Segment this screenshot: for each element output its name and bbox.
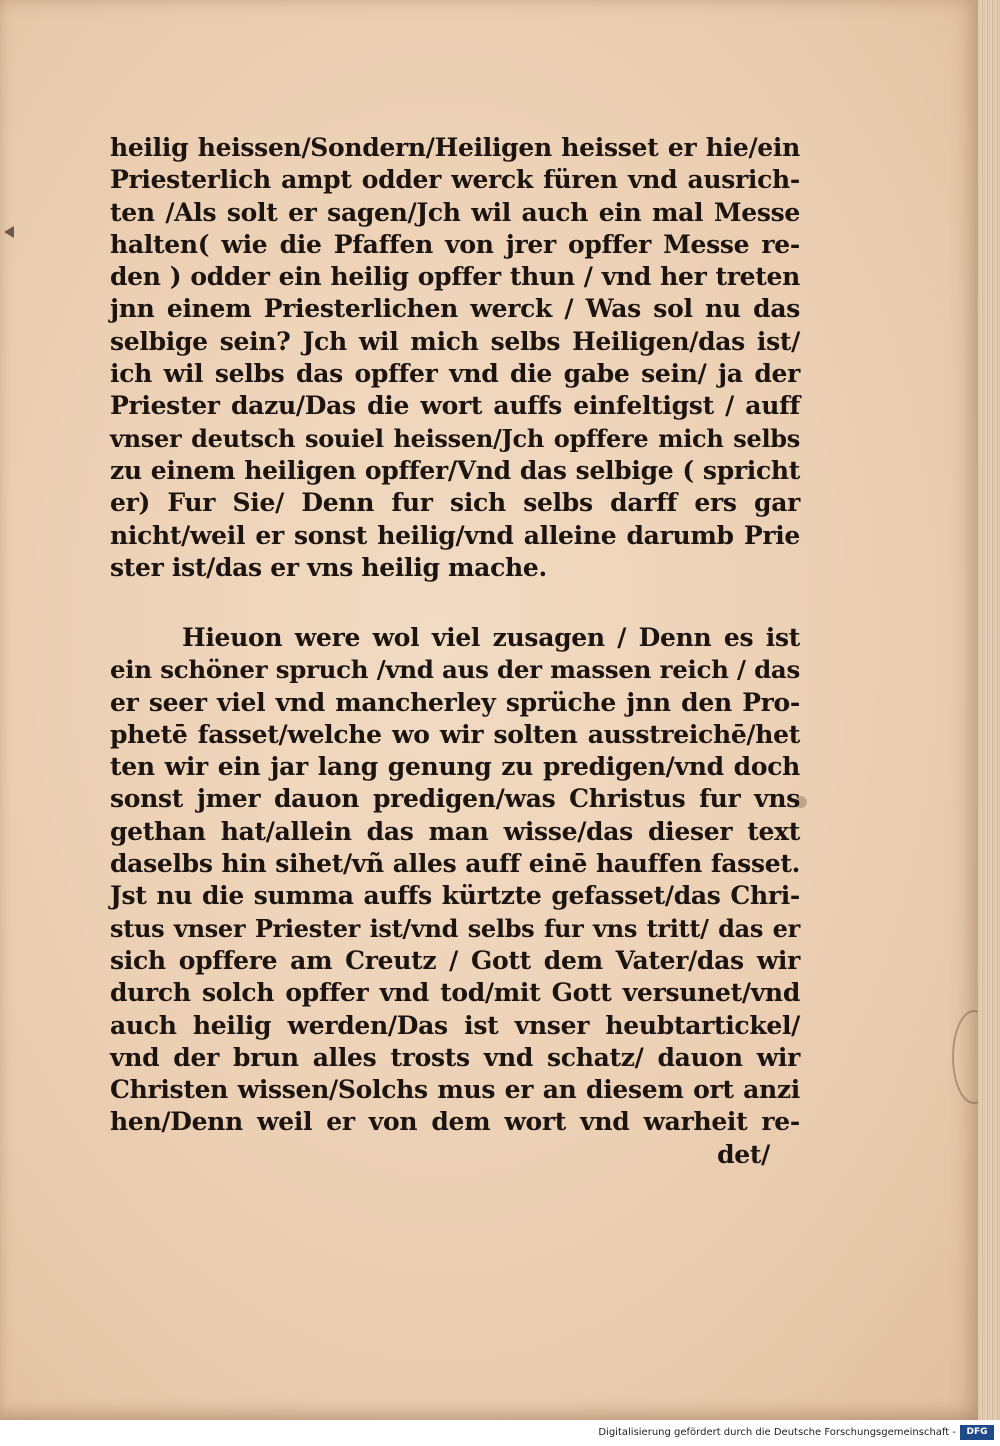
text-line: Priester dazu/Das die wort auffs einfeltigst / auff: [110, 391, 800, 421]
text-line: vnd der brun alles trosts vnd schatz/ dauon wir: [110, 1042, 800, 1072]
text-line: heilig heissen/Sondern/Heiligen heisset er hie/ein: [110, 133, 800, 162]
text-line: sich opffere am Creutz / Gott dem Vater/das wir: [110, 945, 800, 975]
text-line: er) Fur Sie/ Denn fur sich selbs darff ers gar: [110, 488, 800, 518]
text-line: ich wil selbs das opffer vnd die gabe sein/ ja der: [110, 359, 800, 389]
text-line: hen/Denn weil er von dem wort vnd warheit re-: [110, 1107, 800, 1137]
dfg-logo[interactable]: DFG: [960, 1425, 994, 1440]
text-line: ster ist/das er vns heilig mache.: [110, 552, 547, 582]
text-line: sonst jmer dauon predigen/was Christus fur vns: [110, 784, 800, 814]
text-line: daselbs hin sihet/vñ alles auff einē hauffen fasset.: [110, 849, 800, 879]
text-line: ein schöner spruch /vnd aus der massen reich / das: [110, 655, 800, 685]
footer-bar: [0, 1420, 1000, 1446]
funding-credit: Digitalisierung gefördert durch die Deutsche Forschungsgemeinschaft -: [598, 1427, 956, 1438]
margin-pointer-mark: [4, 226, 14, 238]
paragraph-1: [110, 132, 800, 584]
text-line: jnn einem Priesterlichen werck / Was sol nu das: [110, 294, 800, 324]
text-line: Christen wissen/Solchs mus er an diesem ort anzi: [110, 1075, 800, 1105]
text-line: er seer viel vnd mancherley sprüche jnn den Pro-: [110, 687, 800, 717]
text-line: den ) odder ein heilig opffer thun / vnd her treten: [110, 262, 800, 292]
text-line: selbige sein? Jch wil mich selbs Heiligen/das ist/: [110, 326, 800, 356]
text-line: auch heilig werden/Das ist vnser heubtartickel/: [110, 1010, 800, 1040]
text-line: gethan hat/allein das man wisse/das dieser text: [110, 816, 800, 846]
text-line: nicht/weil er sonst heilig/vnd alleine darumb Prie: [110, 520, 800, 550]
text-line: durch solch opffer vnd tod/mit Gott versunet/vnd: [110, 978, 800, 1008]
text-line: ten /Als solt er sagen/Jch wil auch ein mal Messe: [110, 197, 800, 227]
text-line: halten( wie die Pfaffen von jrer opffer Messe re-: [110, 229, 800, 259]
text-line: Priesterlich ampt odder werck füren vnd ausrich-: [110, 165, 800, 195]
text-line: Jst nu die summa auffs kürtzte gefasset/das Chri-: [110, 881, 800, 911]
text-line: stus vnser Priester ist/vnd selbs fur vns tritt/ das er: [110, 913, 800, 943]
text-line: vnser deutsch souiel heissen/Jch opffere mich selbs: [110, 423, 800, 453]
catchword: det/: [717, 1139, 770, 1169]
page-edge: [978, 0, 1000, 1420]
text-line: ten wir ein jar lang genung zu predigen/vnd doch: [110, 752, 800, 782]
paragraph-2: [110, 622, 800, 1171]
text-line: zu einem heiligen opffer/Vnd das selbige ( spricht: [110, 455, 800, 485]
text-line: phetē fasset/welche wo wir solten ausstreichē/het: [110, 719, 800, 749]
text-line: Hieuon were wol viel zusagen / Denn es ist: [182, 623, 800, 652]
